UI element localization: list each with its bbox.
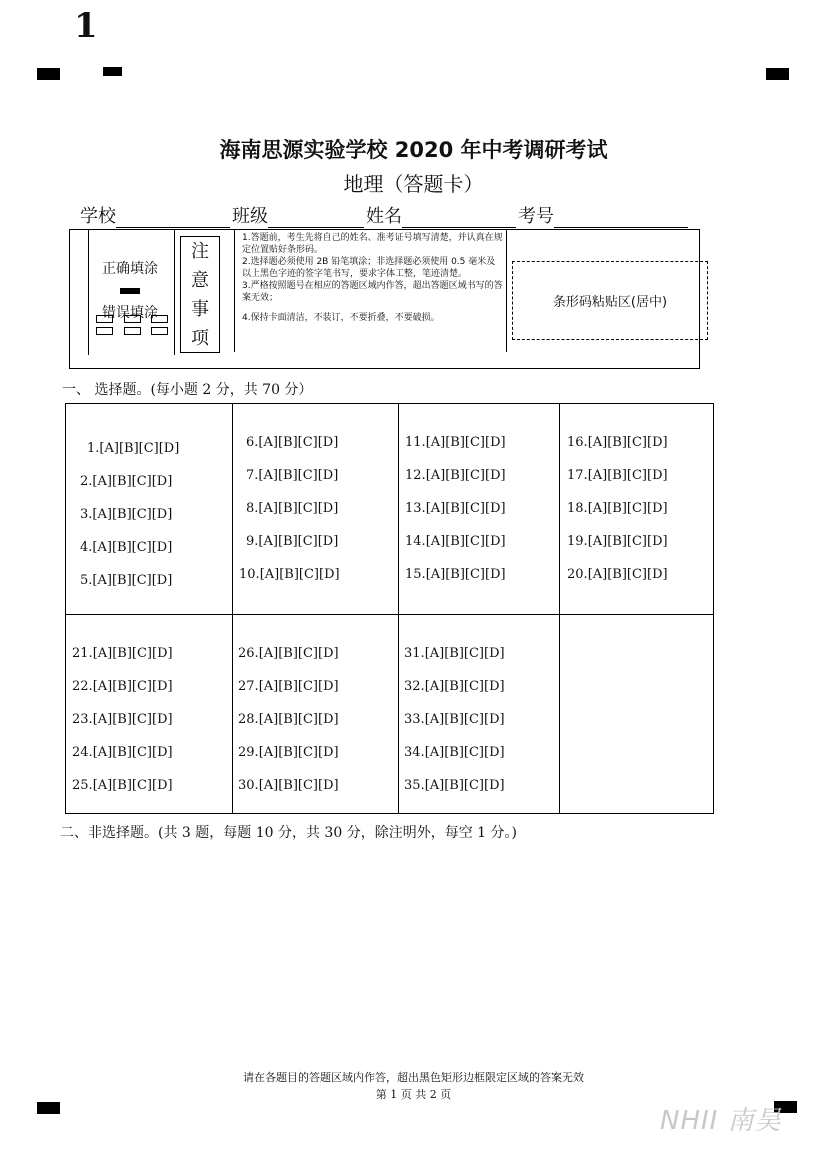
answer-options[interactable]: [A][B][C][D]	[92, 540, 173, 555]
choice-question-23[interactable]	[72, 712, 173, 727]
notice-char: 项	[191, 328, 209, 349]
answer-options[interactable]: [A][B][C][D]	[424, 712, 505, 727]
choice-question-21[interactable]	[72, 646, 173, 661]
question-number: 9.	[246, 534, 259, 549]
answer-options[interactable]: [A][B][C][D]	[425, 501, 506, 516]
rule-1: 1.答题前，考生先将自己的姓名、准考证号填写清楚，并认真在规定位置贴好条形码。	[242, 233, 503, 255]
choice-question-15[interactable]	[405, 567, 506, 582]
choice-question-1[interactable]	[87, 441, 179, 456]
choice-question-11[interactable]	[405, 435, 506, 450]
class-label: 班级	[232, 206, 268, 227]
answer-options[interactable]: [A][B][C][D]	[92, 507, 173, 522]
choice-question-18[interactable]	[567, 501, 668, 516]
notice-char: 意	[191, 270, 209, 291]
choice-question-5[interactable]	[80, 573, 172, 588]
rule-3: 3.严格按照题号在相应的答题区域内作答，超出答题区域书写的答案无效；	[242, 281, 503, 303]
question-number: 32.	[404, 679, 425, 694]
choice-question-6[interactable]	[246, 435, 338, 450]
alignment-mark-bottom-left	[37, 1102, 60, 1114]
answer-options[interactable]: [A][B][C][D]	[587, 534, 668, 549]
answer-options[interactable]: [A][B][C][D]	[425, 435, 506, 450]
answer-options[interactable]: [A][B][C][D]	[424, 646, 505, 661]
question-number: 25.	[72, 778, 93, 793]
correct-fill-label: 正确填涂	[102, 261, 158, 277]
question-number: 34.	[404, 745, 425, 760]
wrong-mark-dot	[124, 327, 141, 335]
wrong-mark-strike	[151, 327, 168, 335]
answer-options[interactable]: [A][B][C][D]	[587, 567, 668, 582]
answer-options[interactable]: [A][B][C][D]	[258, 534, 339, 549]
question-number: 22.	[72, 679, 93, 694]
choice-question-9[interactable]	[246, 534, 338, 549]
question-number: 15.	[405, 567, 426, 582]
question-number: 11.	[405, 435, 426, 450]
wrong-mark-tick	[96, 327, 113, 335]
question-number: 18.	[567, 501, 588, 516]
answer-options[interactable]: [A][B][C][D]	[258, 468, 339, 483]
school-label: 学校	[80, 206, 116, 227]
section-2-title: 二、非选择题。(共 3 题，每题 10 分，共 30 分，除注明外，每空 1 分。)	[60, 825, 517, 841]
choice-question-33[interactable]	[404, 712, 505, 727]
choice-question-26[interactable]	[238, 646, 339, 661]
barcode-area	[512, 261, 708, 340]
question-number: 30.	[238, 778, 259, 793]
exam-no-field[interactable]	[554, 209, 688, 228]
answer-options[interactable]: [A][B][C][D]	[424, 778, 505, 793]
choice-question-35[interactable]	[404, 778, 505, 793]
notice-char: 事	[191, 299, 209, 320]
question-number: 7.	[246, 468, 259, 483]
name-field[interactable]	[402, 209, 516, 228]
alignment-mark-top-small	[103, 67, 122, 76]
exam-title: 海南思源实验学校 2020 年中考调研考试	[219, 138, 608, 162]
answer-options[interactable]: [A][B][C][D]	[424, 679, 505, 694]
choice-question-3[interactable]	[80, 507, 172, 522]
answer-options[interactable]: [A][B][C][D]	[92, 679, 173, 694]
section-1-title: 一、 选择题。(每小题 2 分，共 70 分）	[62, 382, 313, 398]
question-number: 28.	[238, 712, 259, 727]
choice-question-4[interactable]	[80, 540, 172, 555]
question-number: 26.	[238, 646, 259, 661]
answer-options[interactable]: [A][B][C][D]	[258, 646, 339, 661]
question-number: 2.	[80, 474, 93, 489]
question-number: 17.	[567, 468, 588, 483]
question-number: 16.	[567, 435, 588, 450]
choice-question-32[interactable]	[404, 679, 505, 694]
choice-question-30[interactable]	[238, 778, 339, 793]
answer-options[interactable]: [A][B][C][D]	[259, 567, 340, 582]
question-number: 35.	[404, 778, 425, 793]
question-number: 19.	[567, 534, 588, 549]
notice-box	[180, 236, 220, 353]
question-number: 31.	[404, 646, 425, 661]
exam-no-label: 考号	[518, 206, 554, 227]
question-number: 4.	[80, 540, 93, 555]
name-label: 姓名	[366, 206, 402, 227]
answer-options[interactable]: [A][B][C][D]	[92, 745, 173, 760]
choice-question-27[interactable]	[238, 679, 339, 694]
question-number: 27.	[238, 679, 259, 694]
answer-options[interactable]: [A][B][C][D]	[425, 468, 506, 483]
question-number: 6.	[246, 435, 259, 450]
choice-question-10[interactable]	[239, 567, 340, 582]
question-number: 23.	[72, 712, 93, 727]
answer-options[interactable]: [A][B][C][D]	[92, 778, 173, 793]
choice-question-16[interactable]	[567, 435, 668, 450]
question-number: 5.	[80, 573, 93, 588]
answer-options[interactable]: [A][B][C][D]	[425, 534, 506, 549]
answer-options[interactable]: [A][B][C][D]	[258, 679, 339, 694]
choice-question-31[interactable]	[404, 646, 505, 661]
barcode-label: 条形码粘贴区(居中)	[552, 295, 668, 310]
question-number: 10.	[239, 567, 260, 582]
footer-page-info: 第 1 页 共 2 页	[375, 1088, 452, 1101]
answer-options[interactable]: [A][B][C][D]	[92, 646, 173, 661]
wrong-mark-circle	[151, 315, 168, 323]
question-number: 21.	[72, 646, 93, 661]
choice-question-20[interactable]	[567, 567, 668, 582]
question-number: 14.	[405, 534, 426, 549]
answer-options[interactable]: [A][B][C][D]	[92, 573, 173, 588]
exam-subtitle: 地理（答题卡）	[343, 172, 484, 196]
answer-options[interactable]: [A][B][C][D]	[99, 441, 180, 456]
choice-question-17[interactable]	[567, 468, 668, 483]
choice-question-14[interactable]	[405, 534, 506, 549]
answer-options[interactable]: [A][B][C][D]	[587, 501, 668, 516]
rule-4: 4.保持卡面清洁，不装订，不要折叠，不要破损。	[242, 313, 440, 323]
choice-question-24[interactable]	[72, 745, 173, 760]
answer-options[interactable]: [A][B][C][D]	[424, 745, 505, 760]
choice-question-25[interactable]	[72, 778, 173, 793]
page-number: 1	[74, 6, 98, 46]
instructions-box	[69, 229, 700, 369]
question-number: 12.	[405, 468, 426, 483]
question-number: 20.	[567, 567, 588, 582]
answer-options[interactable]: [A][B][C][D]	[258, 778, 339, 793]
choice-question-12[interactable]	[405, 468, 506, 483]
rule-2: 2.选择题必须使用 2B 铅笔填涂；非选择题必须使用 0.5 毫米及以上黑色字迹的签字笔书写，要求字体工整，笔迹清楚。	[242, 257, 496, 279]
school-field[interactable]	[116, 209, 230, 228]
choice-question-8[interactable]	[246, 501, 338, 516]
choice-question-29[interactable]	[238, 745, 339, 760]
question-number: 33.	[404, 712, 425, 727]
choice-question-19[interactable]	[567, 534, 668, 549]
choice-question-34[interactable]	[404, 745, 505, 760]
choice-answer-grid	[65, 403, 714, 814]
question-number: 24.	[72, 745, 93, 760]
choice-question-13[interactable]	[405, 501, 506, 516]
answer-options[interactable]: [A][B][C][D]	[258, 435, 339, 450]
wrong-mark-slash	[96, 315, 113, 323]
question-number: 1.	[87, 441, 100, 456]
answer-options[interactable]: [A][B][C][D]	[258, 712, 339, 727]
alignment-mark-top-left	[37, 68, 60, 80]
choice-question-2[interactable]	[80, 474, 172, 489]
student-info-line	[80, 202, 690, 228]
answer-options[interactable]: [A][B][C][D]	[92, 712, 173, 727]
question-number: 29.	[238, 745, 259, 760]
notice-rules	[242, 232, 504, 324]
answer-options[interactable]: [A][B][C][D]	[92, 474, 173, 489]
wrong-mark-cross	[124, 315, 141, 323]
answer-options[interactable]: [A][B][C][D]	[425, 567, 506, 582]
choice-question-7[interactable]	[246, 468, 338, 483]
notice-char: 注	[191, 241, 209, 262]
alignment-mark-top-right	[766, 68, 789, 80]
question-number: 3.	[80, 507, 93, 522]
correct-fill-mark	[120, 288, 140, 294]
choice-question-28[interactable]	[238, 712, 339, 727]
answer-options[interactable]: [A][B][C][D]	[258, 745, 339, 760]
answer-options[interactable]: [A][B][C][D]	[587, 435, 668, 450]
answer-options[interactable]: [A][B][C][D]	[587, 468, 668, 483]
class-field[interactable]	[268, 209, 364, 228]
brand-watermark: NHII 南昊	[660, 1106, 782, 1136]
choice-question-22[interactable]	[72, 679, 173, 694]
question-number: 8.	[246, 501, 259, 516]
answer-options[interactable]: [A][B][C][D]	[258, 501, 339, 516]
wrong-fill-label: 错误填涂	[102, 305, 158, 321]
footer-note: 请在各题目的答题区域内作答，超出黑色矩形边框限定区域的答案无效	[243, 1071, 584, 1084]
question-number: 13.	[405, 501, 426, 516]
